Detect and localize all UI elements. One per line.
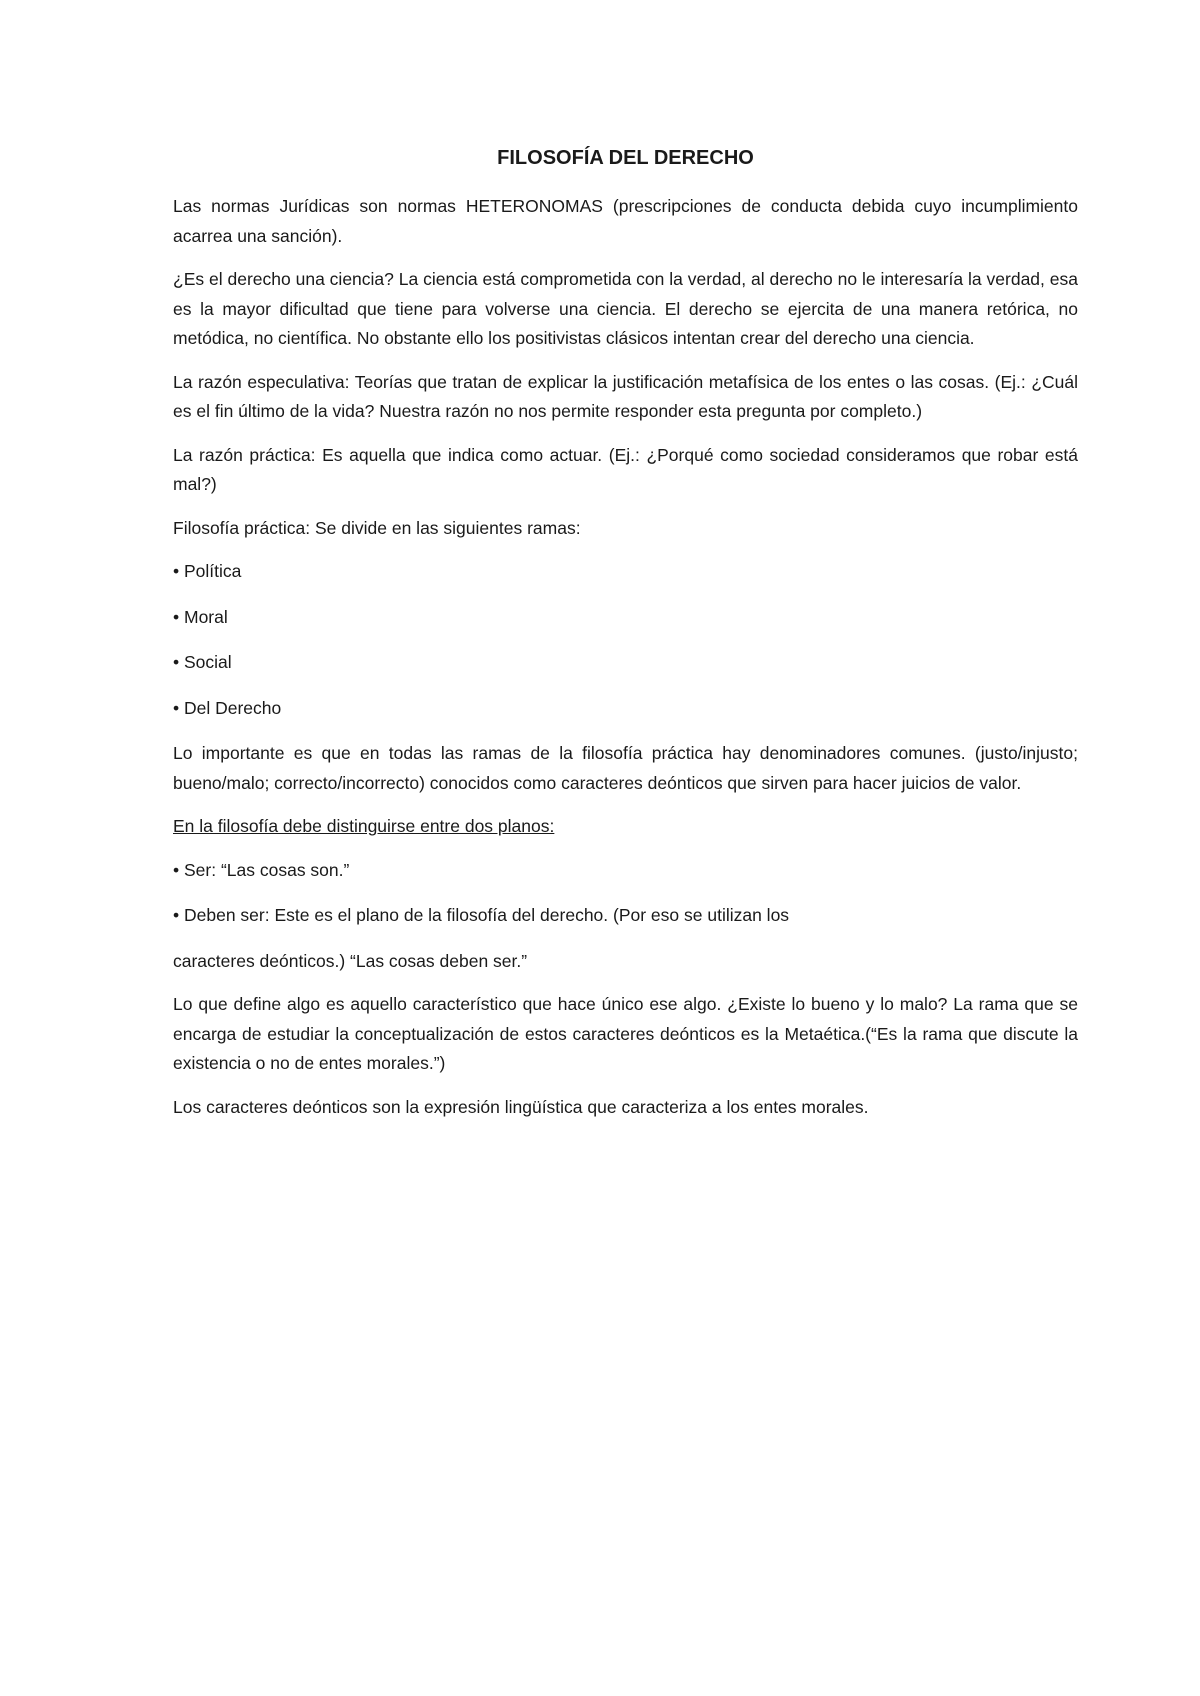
document-title: FILOSOFÍA DEL DERECHO <box>497 147 754 169</box>
list-item-deben-ser-continuation: caracteres deónticos.) “Las cosas deben ser.” <box>173 950 528 971</box>
paragraph-filosofia-practica: Filosofía práctica: Se divide en las siguientes ramas: <box>173 517 581 538</box>
document-page <box>173 138 1078 1136</box>
list-item-moral: • Moral <box>173 606 228 627</box>
list-item-social: • Social <box>173 652 232 672</box>
list-item-ser: • Ser: “Las cosas son.” <box>173 859 350 880</box>
list-item-politica: • Política <box>173 561 242 581</box>
section-heading-planos: En la filosofía debe distinguirse entre dos planos: <box>173 816 555 836</box>
paragraph-razon-especulativa: La razón especulativa: Teorías que tratan de explicar la justificación metafísica de los entes o las cosas. (Ej.: ¿Cuál es el fin último de la vida? Nuestra razón no nos permite responder esta pregunta por completo.) <box>173 371 1078 421</box>
paragraph-normas: Las normas Jurídicas son normas HETERONOMAS (prescripciones de conducta debida cuyo incumplimiento acarrea una sanción). <box>173 196 1078 246</box>
paragraph-metaetica: Lo que define algo es aquello característico que hace único ese algo. ¿Existe lo bueno y lo malo? La rama que se encarga de estudiar la conceptualización de estos caracteres deónticos es la Metaética.(“Es la rama que discute la existencia o no de entes morales.”) <box>173 994 1078 1073</box>
paragraph-denominadores: Lo importante es que en todas las ramas de la filosofía práctica hay denominadores comunes. (justo/injusto; bueno/malo; correcto/incorrecto) conocidos como caracteres deónticos que sirven para hacer juicios de valor. <box>173 743 1078 793</box>
paragraph-ciencia: ¿Es el derecho una ciencia? La ciencia está comprometida con la verdad, al derecho no le interesaría la verdad, esa es la mayor dificultad que tiene para volverse una ciencia. El derecho se ejercita de una manera retórica, no metódica, no científica. No obstante ello los positivistas clásicos intentan crear del derecho una ciencia. <box>173 269 1078 348</box>
list-item-del-derecho: • Del Derecho <box>173 697 282 718</box>
list-item-deben-ser: • Deben ser: Este es el plano de la filosofía del derecho. (Por eso se utilizan los <box>173 905 790 925</box>
paragraph-caracteres-deonticos: Los caracteres deónticos son la expresión lingüística que caracteriza a los entes morales. <box>173 1096 869 1117</box>
paragraph-razon-practica: La razón práctica: Es aquella que indica como actuar. (Ej.: ¿Porqué como sociedad consideramos que robar está mal?) <box>173 444 1078 494</box>
